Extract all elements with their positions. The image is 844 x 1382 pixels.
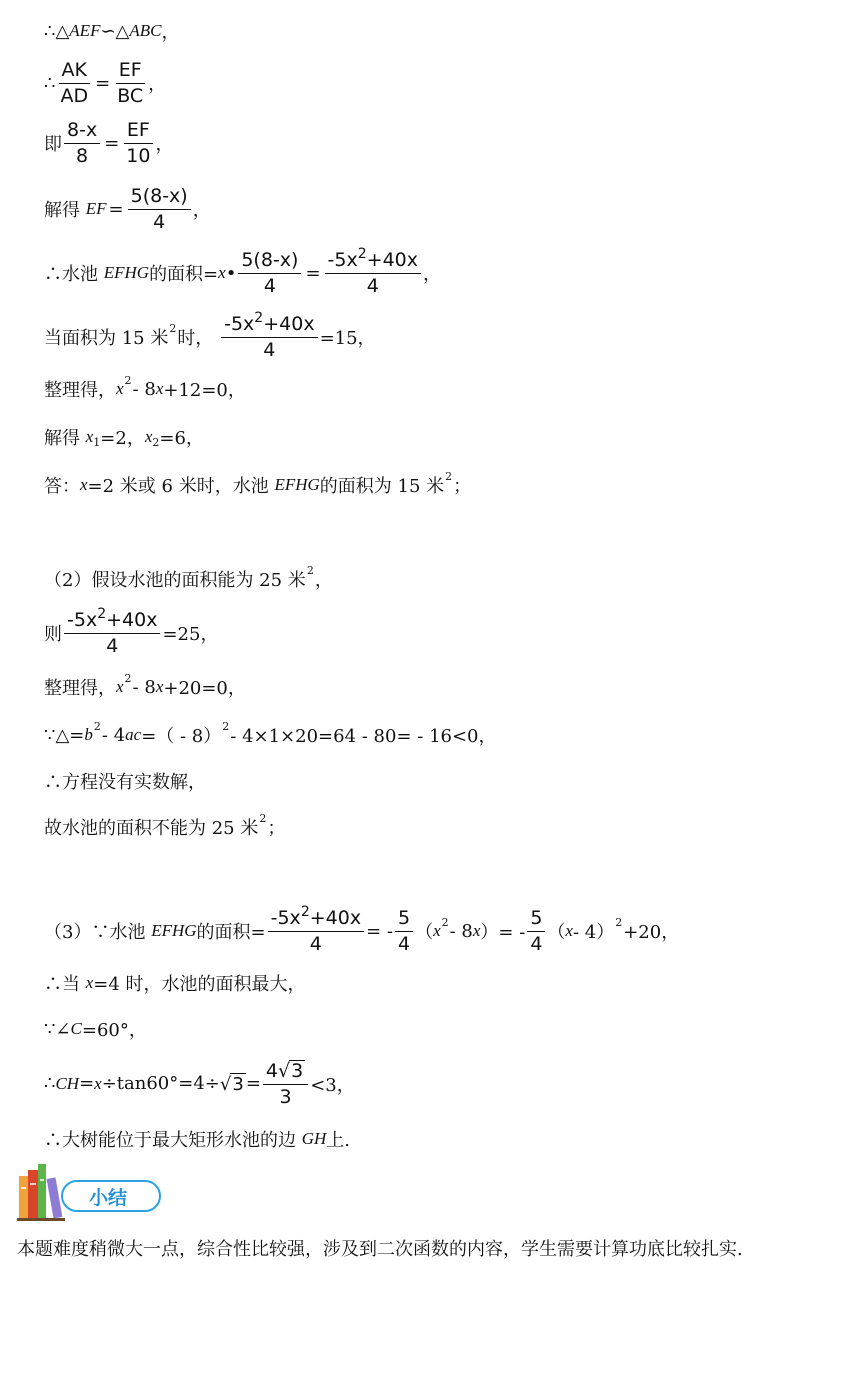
summary-header	[17, 1162, 157, 1222]
summary-text: 本题难度稍微大一点，综合性比较强，涉及到二次函数的内容，学生需要计算功底比较扎实.	[17, 1239, 743, 1260]
line-max-area: ∴当 x =4 时，水池的面积最大，	[44, 973, 306, 995]
line-angle-c: ∵∠ C =60°，	[44, 1018, 147, 1041]
fraction-8-minus-x: $\frac{8-x}{8}$	[64, 120, 100, 167]
line-ch-length: ∴ CH = x ÷tan60°=4÷ √ 3 = 4√ 3 3 <3，	[44, 1060, 355, 1108]
line-simplify-2: 整理得， x 2 - 8 x +20=0，	[44, 671, 246, 699]
line-ratio: ∴ $\frac{AK}{AD}$ = $\frac{EF}{BC}$ ，	[44, 59, 167, 107]
line-answer-1: 答： x =2 米或 6 米时，水池 EFHG 的面积为 15 米 2 ；	[44, 469, 472, 497]
line-final-conclusion: ∴大树能位于最大矩形水池的边 GH 上.	[44, 1129, 351, 1151]
line-no-solution: ∴方程没有实数解，	[44, 772, 206, 793]
line-discriminant: ∵△= b 2 - 4 ac =（ - 8） 2 - 4×1×20=64 - 80= - 16<0，	[44, 719, 497, 747]
line-area-expression: ∴水池 EFHG 的面积= x • $\frac{5(8-x)}{4}$ = $\frac{-5x^2+40x}{4}$ ，	[44, 246, 441, 297]
line-area-15: 当面积为 15 米 2 时， $\frac{-5x^2+40x}{4}$ =15，	[44, 310, 376, 361]
fraction-ef-value: $\frac{5(8-x)}{4}$	[128, 186, 191, 233]
line-simplify-1: 整理得， x 2 - 8 x +12=0，	[44, 373, 246, 401]
line-solve-ef: 解得 EF = $\frac{5(8-x)}{4}$ ，	[44, 185, 211, 233]
line-conclusion-2: 故水池的面积不能为 25 米 2 ；	[44, 811, 286, 839]
line-step2-assume: （2）假设水池的面积能为 25 米 2 ，	[44, 563, 333, 591]
similar-symbol: ∽△	[100, 20, 130, 42]
line-step2-equation: 则 $\frac{-5x^2+40x}{4}$ =25，	[44, 606, 219, 657]
fraction-ef-10: $\frac{EF}{10}$	[123, 120, 153, 167]
fraction-ak-ad: $\frac{AK}{AD}$	[60, 59, 89, 107]
line-similar-triangles: ∴△ AEF ∽△ ABC ，	[44, 20, 180, 43]
sqrt-3: √ 3	[219, 1073, 244, 1095]
triangle-abc: ABC	[129, 21, 162, 40]
triangle-aef: AEF	[69, 21, 101, 40]
line-step3-area: （3）∵水池 EFHG 的面积= $\frac{-5x^2+40x}{4}$ = - $\frac{5}{4}$ （ x 2 - 8 x ）= - $\frac{5}{4}$ （ x - 4） 2 +20，	[44, 904, 680, 955]
therefore-symbol: ∴△	[44, 20, 70, 42]
line-ratio-values: 即 $\frac{8-x}{8}$ = $\frac{EF}{10}$ ，	[44, 119, 174, 167]
fraction-ef-bc: $\frac{EF}{BC}$	[117, 59, 144, 107]
summary-label: 小结	[61, 1180, 161, 1212]
line-roots: 解得 x 1 =2， x 2 =6，	[44, 427, 204, 449]
books-icon	[17, 1162, 77, 1222]
